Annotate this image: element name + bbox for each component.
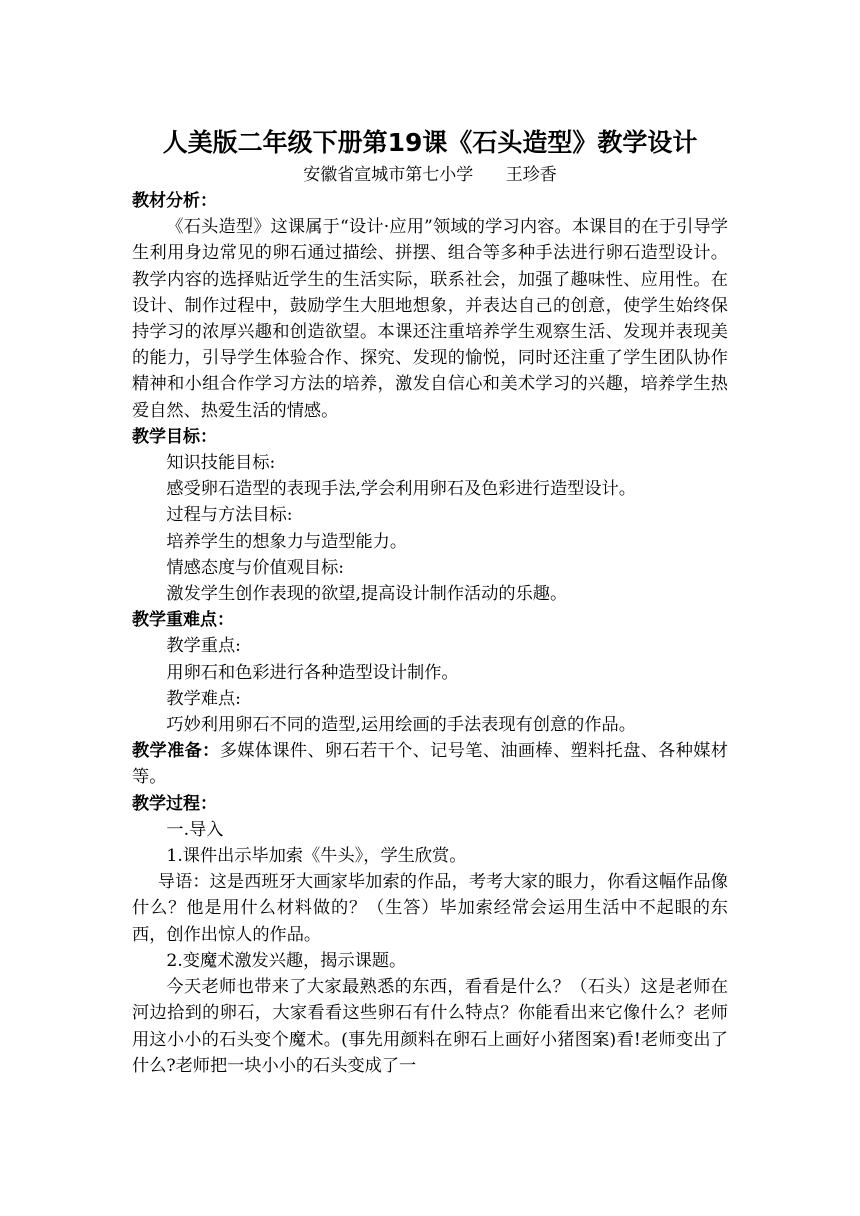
prep-text: 多媒体课件、卵石若干个、记号笔、油画棒、塑料托盘、各种媒材等。 <box>132 741 728 788</box>
goal-item: 过程与方法目标: <box>166 505 293 526</box>
section-heading-analysis: 教材分析： <box>132 191 217 211</box>
goal-item: 培养学生的想象力与造型能力。 <box>166 531 408 552</box>
section-heading-goals: 教学目标： <box>132 426 217 447</box>
prep-paragraph <box>132 738 728 790</box>
goal-item: 感受卵石造型的表现手法,学会利用卵石及色彩进行造型设计。 <box>166 479 636 500</box>
keypoint-item: 巧妙利用卵石不同的造型,运用绘画的手法表现有创意的作品。 <box>166 715 636 736</box>
document-page <box>132 124 728 1079</box>
magic-paragraph: 今天老师也带来了大家最熟悉的东西，看看是什么？（石头）这是老师在河边拾到的卵石，大家看看这些卵石有什么特点？你能看出来它像什么？老师用这小小的石头变个魔术。(事先用颜料在卵石上画好小猪图案)看!老师变出了什么?老师把一块小小的石头变成了一 <box>132 977 728 1076</box>
section-heading-prep: 教学准备： <box>132 741 220 762</box>
keypoint-item: 用卵石和色彩进行各种造型设计制作。 <box>166 662 459 683</box>
process-step: 1.课件出示毕加索《牛头》，学生欣赏。 <box>166 846 467 867</box>
process-step: 一.导入 <box>166 819 224 840</box>
document-title: 人美版二年级下册第19课《石头造型》教学设计 <box>162 128 698 157</box>
goal-item: 知识技能目标: <box>166 453 276 474</box>
analysis-paragraph: 《石头造型》这课属于“设计·应用”领域的学习内容。本课目的在于引导学生利用身边常见的卵石通过描绘、拼摆、组合等多种手法进行卵石造型设计。教学内容的选择贴近学生的生活实际，联系社会，加强了趣味性、应用性。在设计、制作过程中，鼓励学生大胆地想象，并表达自己的创意，使学生始终保持学习的浓厚兴趣和创造欲望。本课还注重培养学生观察生活、发现并表现美的能力，引导学生体验合作、探究、发现的愉悦，同时还注重了学生团队协作精神和小组合作学习方法的培养，激发自信心和美术学习的兴趣，培养学生热爱自然、热爱生活的情感。 <box>132 217 728 421</box>
goal-item: 情感态度与价值观目标: <box>166 557 345 578</box>
section-heading-process: 教学过程： <box>132 793 217 814</box>
keypoint-item: 教学重点: <box>166 636 241 657</box>
document-author: 安徽省宣城市第七小学 王珍香 <box>303 165 557 185</box>
intro-paragraph: 导语：这是西班牙大画家毕加索的作品，考考大家的眼力，你看这幅作品像什么？他是用什么材料做的？（生答）毕加索经常会运用生活中不起眼的东西，创作出惊人的作品。 <box>132 872 728 945</box>
section-heading-keypoints: 教学重难点： <box>132 610 234 631</box>
process-step: 2.变魔术激发兴趣，揭示课题。 <box>166 950 407 971</box>
goal-item: 激发学生创作表现的欲望,提高设计制作活动的乐趣。 <box>166 584 568 605</box>
keypoint-item: 教学难点: <box>166 688 241 709</box>
